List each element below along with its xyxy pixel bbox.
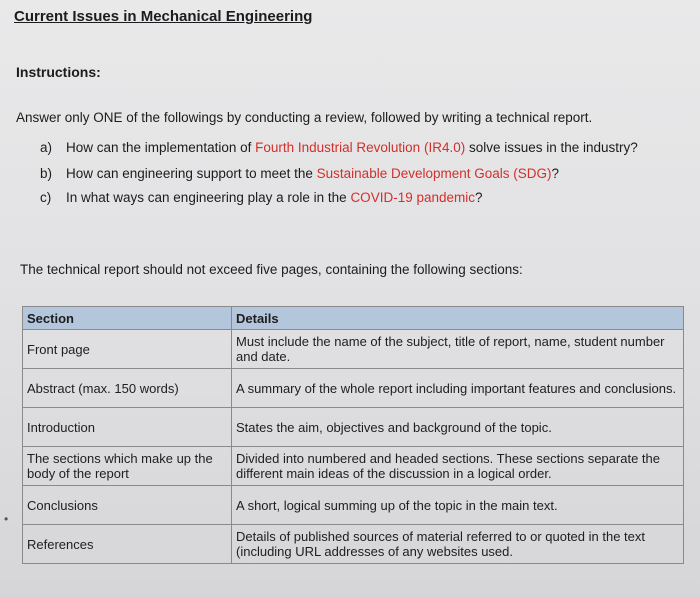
question-item [40,186,640,210]
header-section: Section [23,307,232,330]
question-text-post: ? [551,166,560,181]
details-cell: States the aim, objectives and background of the topic. [232,408,684,447]
details-cell: Divided into numbered and headed sections. These sections separate the different main ideas of the discussion in a logical order. [232,447,684,486]
question-marker: a) [40,140,53,155]
header-details: Details [232,307,684,330]
question-text-post: solve issues in the industry? [465,140,638,155]
table-row [23,525,684,564]
question-list [40,136,640,210]
question-highlight: Fourth Industrial Revolution (IR4.0) [255,140,466,155]
details-cell: Details of published sources of material referred to or quoted in the text (including URL addresses of any websites used. [232,525,684,564]
table-row [23,447,684,486]
question-text [66,136,640,160]
question-item [40,162,640,186]
section-cell: Conclusions [23,486,232,525]
question-highlight: Sustainable Development Goals (SDG) [316,166,552,181]
section-cell: Front page [23,330,232,369]
section-cell: References [23,525,232,564]
details-cell: Must include the name of the subject, title of report, name, student number and date. [232,330,684,369]
table-row [23,369,684,408]
table-row [23,408,684,447]
report-note: The technical report should not exceed five pages, containing the following sections: [20,262,523,277]
question-text [66,186,640,210]
details-cell: A short, logical summing up of the topic in the main text. [232,486,684,525]
question-text-pre: How can engineering support to meet the [66,166,317,181]
sections-table [22,306,684,564]
margin-dot-icon: • [4,512,9,526]
question-item [40,136,640,160]
question-text [66,162,640,186]
details-cell: A summary of the whole report including important features and conclusions. [232,369,684,408]
question-marker: b) [40,166,53,181]
document-title: Current Issues in Mechanical Engineering [14,8,313,25]
table-header-row [23,307,684,330]
table-row [23,330,684,369]
question-text-pre: How can the implementation of [66,140,256,155]
section-cell: Introduction [23,408,232,447]
question-text-pre: In what ways can engineering play a role in the [66,190,351,205]
question-highlight: COVID-19 pandemic [350,190,475,205]
instructions-label: Instructions: [16,64,101,80]
question-marker: c) [40,190,52,205]
section-cell: The sections which make up the body of the report [23,447,232,486]
table-row [23,486,684,525]
instructions-intro: Answer only ONE of the followings by conducting a review, followed by writing a technical report. [16,110,593,125]
question-text-post: ? [475,190,483,205]
section-cell: Abstract (max. 150 words) [23,369,232,408]
